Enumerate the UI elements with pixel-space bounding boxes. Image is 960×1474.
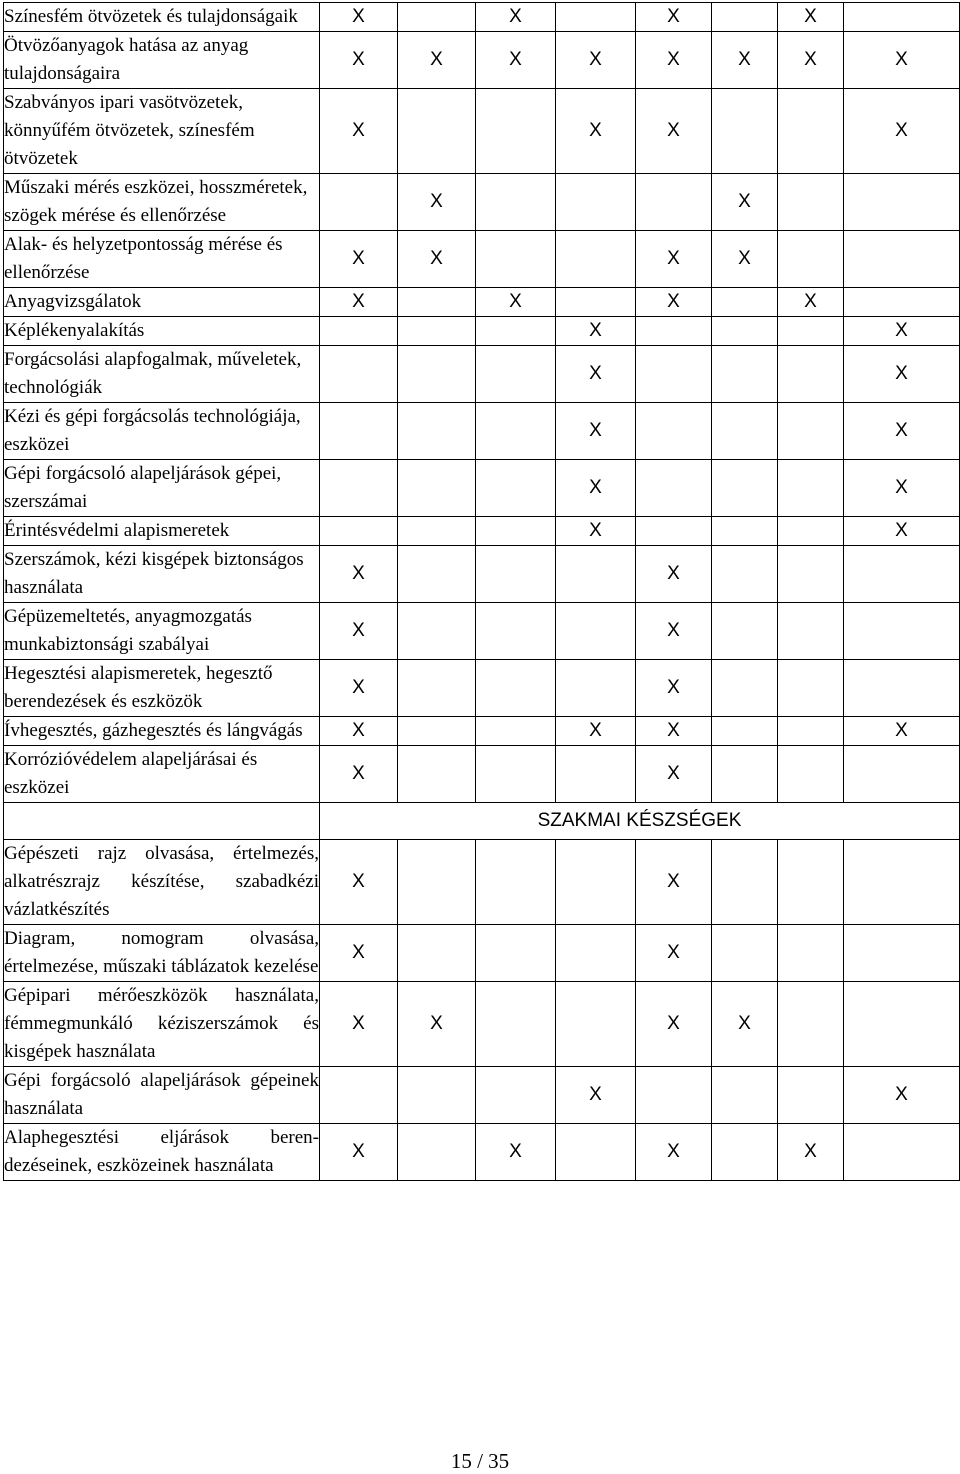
mark-cell: X — [556, 346, 636, 403]
mark-cell — [778, 603, 844, 660]
mark-cell — [712, 717, 778, 746]
mark-cell: X — [320, 546, 398, 603]
mark-cell: X — [320, 982, 398, 1067]
mark-cell: X — [636, 546, 712, 603]
mark-cell — [778, 982, 844, 1067]
mark-cell: X — [844, 346, 960, 403]
mark-cell — [778, 403, 844, 460]
mark-cell: X — [476, 1124, 556, 1181]
mark-cell — [844, 982, 960, 1067]
mark-cell: X — [320, 603, 398, 660]
mark-cell — [844, 603, 960, 660]
mark-cell — [712, 403, 778, 460]
topic-label: Hegesztési alapismeretek, hegesztő berendezések és eszközök — [4, 660, 320, 717]
mark-cell — [398, 403, 476, 460]
mark-cell — [320, 1067, 398, 1124]
table-row — [4, 317, 960, 346]
topic-label: Kézi és gépi forgácsolás technológiája, eszközei — [4, 403, 320, 460]
mark-cell — [844, 546, 960, 603]
table-row — [4, 603, 960, 660]
mark-cell — [778, 517, 844, 546]
mark-cell: X — [636, 660, 712, 717]
mark-cell — [398, 746, 476, 803]
mark-cell — [778, 546, 844, 603]
mark-cell: X — [636, 3, 712, 32]
mark-cell — [398, 660, 476, 717]
table-row — [4, 346, 960, 403]
mark-cell — [712, 517, 778, 546]
topic-label: Gépészeti rajz olvasása, értelmezés, alkatrészrajz készítése, szabadkézi vázlatkészítés — [4, 840, 320, 925]
mark-cell: X — [556, 460, 636, 517]
mark-cell — [712, 1124, 778, 1181]
mark-cell — [320, 403, 398, 460]
mark-cell: X — [712, 982, 778, 1067]
mark-cell: X — [556, 517, 636, 546]
mark-cell: X — [320, 840, 398, 925]
mark-cell: X — [398, 174, 476, 231]
table-row — [4, 840, 960, 925]
topic-label: Gépi forgácsoló alapeljárások gépei, szerszámai — [4, 460, 320, 517]
topic-label: Diagram, nomogram olvasása, értelmezése, műszaki táblázatok kezelése — [4, 925, 320, 982]
mark-cell: X — [398, 231, 476, 288]
mark-cell — [778, 231, 844, 288]
section-heading-row — [4, 803, 960, 840]
table-row — [4, 288, 960, 317]
table-row — [4, 403, 960, 460]
mark-cell: X — [320, 717, 398, 746]
mark-cell: X — [712, 231, 778, 288]
mark-cell: X — [398, 32, 476, 89]
topic-label: Korrózióvédelem alapeljárásai és eszközei — [4, 746, 320, 803]
mark-cell — [556, 603, 636, 660]
mark-cell — [556, 925, 636, 982]
mark-cell — [398, 717, 476, 746]
mark-cell — [398, 1124, 476, 1181]
mark-cell — [476, 346, 556, 403]
mark-cell: X — [320, 32, 398, 89]
table-row — [4, 174, 960, 231]
mark-cell — [398, 1067, 476, 1124]
mark-cell — [398, 3, 476, 32]
mark-cell: X — [778, 288, 844, 317]
mark-cell: X — [636, 982, 712, 1067]
mark-cell: X — [778, 1124, 844, 1181]
mark-cell — [398, 925, 476, 982]
mark-cell: X — [778, 3, 844, 32]
table-row — [4, 982, 960, 1067]
mark-cell — [398, 317, 476, 346]
mark-cell — [476, 174, 556, 231]
mark-cell: X — [556, 717, 636, 746]
mark-cell — [398, 840, 476, 925]
mark-cell — [556, 1124, 636, 1181]
mark-cell — [778, 317, 844, 346]
mark-cell — [476, 89, 556, 174]
mark-cell — [712, 925, 778, 982]
mark-cell — [712, 317, 778, 346]
mark-cell: X — [712, 32, 778, 89]
mark-cell: X — [844, 89, 960, 174]
mark-cell — [636, 1067, 712, 1124]
page-number: 15 / 35 — [450, 1449, 510, 1473]
empty-cell — [4, 803, 320, 840]
mark-cell: X — [476, 288, 556, 317]
table-row — [4, 717, 960, 746]
mark-cell — [844, 925, 960, 982]
mark-cell — [476, 460, 556, 517]
table-row — [4, 546, 960, 603]
mark-cell — [636, 460, 712, 517]
mark-cell — [636, 517, 712, 546]
mark-cell — [778, 89, 844, 174]
mark-cell: X — [320, 3, 398, 32]
table-row — [4, 32, 960, 89]
topic-label: Alaphegesztési eljárások berendezéseinek, eszközeinek használata — [4, 1124, 320, 1181]
mark-cell: X — [844, 403, 960, 460]
mark-cell — [476, 746, 556, 803]
mark-cell: X — [320, 89, 398, 174]
mark-cell: X — [320, 925, 398, 982]
topic-label: Szabványos ipari vasötvözetek, könnyűfém ötvözetek, színesfém ötvözetek — [4, 89, 320, 174]
table-row — [4, 925, 960, 982]
topic-label: Képlékenyalakítás — [4, 317, 320, 346]
mark-cell — [556, 660, 636, 717]
mark-cell: X — [636, 288, 712, 317]
mark-cell: X — [712, 174, 778, 231]
mark-cell: X — [844, 32, 960, 89]
matrix-body — [4, 3, 960, 1181]
mark-cell — [712, 660, 778, 717]
mark-cell: X — [636, 840, 712, 925]
table-row — [4, 1124, 960, 1181]
table-row — [4, 660, 960, 717]
mark-cell — [556, 3, 636, 32]
mark-cell — [556, 840, 636, 925]
mark-cell — [778, 660, 844, 717]
mark-cell — [476, 231, 556, 288]
mark-cell — [778, 1067, 844, 1124]
mark-cell — [712, 746, 778, 803]
mark-cell — [556, 288, 636, 317]
topic-label: Érintésvédelmi alapismeretek — [4, 517, 320, 546]
mark-cell: X — [636, 1124, 712, 1181]
mark-cell: X — [476, 3, 556, 32]
mark-cell — [844, 746, 960, 803]
mark-cell: X — [320, 288, 398, 317]
mark-cell: X — [636, 717, 712, 746]
mark-cell: X — [556, 1067, 636, 1124]
mark-cell — [476, 717, 556, 746]
mark-cell — [398, 89, 476, 174]
mark-cell — [476, 403, 556, 460]
topic-label: Gépi forgácsoló alapeljárások gépeinek használata — [4, 1067, 320, 1124]
mark-cell — [712, 603, 778, 660]
mark-cell — [556, 982, 636, 1067]
mark-cell: X — [636, 925, 712, 982]
mark-cell — [398, 517, 476, 546]
mark-cell — [778, 346, 844, 403]
mark-cell: X — [636, 603, 712, 660]
mark-cell — [556, 231, 636, 288]
mark-cell — [712, 346, 778, 403]
mark-cell — [476, 1067, 556, 1124]
table-row — [4, 1067, 960, 1124]
topic-label: Színesfém ötvözetek és tulajdonságaik — [4, 3, 320, 32]
mark-cell — [712, 89, 778, 174]
mark-cell — [844, 174, 960, 231]
mark-cell: X — [844, 717, 960, 746]
topic-label: Alak- és helyzetpontosság mérése és ellenőrzése — [4, 231, 320, 288]
mark-cell — [844, 1124, 960, 1181]
mark-cell — [778, 746, 844, 803]
mark-cell: X — [476, 32, 556, 89]
mark-cell: X — [636, 231, 712, 288]
mark-cell — [844, 660, 960, 717]
mark-cell — [556, 174, 636, 231]
mark-cell: X — [398, 982, 476, 1067]
mark-cell — [320, 317, 398, 346]
mark-cell — [476, 603, 556, 660]
mark-cell — [398, 288, 476, 317]
mark-cell: X — [556, 89, 636, 174]
topic-label: Műszaki mérés eszközei, hosszméretek, szögek mérése és ellenőrzése — [4, 174, 320, 231]
mark-cell: X — [844, 1067, 960, 1124]
mark-cell: X — [556, 317, 636, 346]
mark-cell — [778, 925, 844, 982]
mark-cell — [398, 603, 476, 660]
mark-cell — [636, 403, 712, 460]
mark-cell — [320, 517, 398, 546]
mark-cell: X — [556, 403, 636, 460]
mark-cell — [778, 717, 844, 746]
mark-cell — [712, 288, 778, 317]
mark-cell — [844, 840, 960, 925]
mark-cell — [556, 746, 636, 803]
mark-cell: X — [844, 517, 960, 546]
mark-cell: X — [636, 32, 712, 89]
section-heading: SZAKMAI KÉSZSÉGEK — [320, 803, 960, 840]
mark-cell: X — [844, 460, 960, 517]
table-row — [4, 517, 960, 546]
mark-cell — [476, 546, 556, 603]
mark-cell: X — [320, 231, 398, 288]
mark-cell — [712, 460, 778, 517]
competency-matrix-table — [3, 2, 960, 1181]
mark-cell — [476, 660, 556, 717]
mark-cell — [636, 346, 712, 403]
mark-cell — [476, 982, 556, 1067]
mark-cell — [778, 460, 844, 517]
mark-cell: X — [320, 1124, 398, 1181]
mark-cell — [476, 840, 556, 925]
table-row — [4, 89, 960, 174]
mark-cell — [398, 546, 476, 603]
mark-cell — [778, 840, 844, 925]
topic-label: Ívhegesztés, gázhegesztés és lángvágás — [4, 717, 320, 746]
mark-cell — [712, 1067, 778, 1124]
table-row — [4, 746, 960, 803]
mark-cell — [320, 174, 398, 231]
mark-cell: X — [320, 746, 398, 803]
mark-cell — [636, 174, 712, 231]
mark-cell — [712, 546, 778, 603]
mark-cell: X — [636, 746, 712, 803]
mark-cell: X — [778, 32, 844, 89]
mark-cell — [476, 517, 556, 546]
table-row — [4, 231, 960, 288]
mark-cell — [778, 174, 844, 231]
mark-cell — [844, 3, 960, 32]
table-row — [4, 3, 960, 32]
mark-cell — [320, 346, 398, 403]
topic-label: Gépipari mérőeszközök használata, fémmegmunkáló kéziszerszámok és kisgépek használata — [4, 982, 320, 1067]
mark-cell — [844, 231, 960, 288]
mark-cell: X — [844, 317, 960, 346]
mark-cell — [398, 346, 476, 403]
table-row — [4, 460, 960, 517]
mark-cell — [476, 925, 556, 982]
topic-label: Forgácsolási alapfogalmak, műveletek, technológiák — [4, 346, 320, 403]
topic-label: Anyagvizsgálatok — [4, 288, 320, 317]
mark-cell: X — [320, 660, 398, 717]
topic-label: Gépüzemeltetés, anyagmozgatás munkabiztonsági szabályai — [4, 603, 320, 660]
mark-cell — [476, 317, 556, 346]
mark-cell — [712, 3, 778, 32]
mark-cell — [844, 288, 960, 317]
mark-cell — [398, 460, 476, 517]
mark-cell — [320, 460, 398, 517]
mark-cell — [712, 840, 778, 925]
mark-cell: X — [556, 32, 636, 89]
mark-cell — [556, 546, 636, 603]
topic-label: Ötvözőanyagok hatása az anyag tulajdonságaira — [4, 32, 320, 89]
topic-label: Szerszámok, kézi kisgépek biztonságos használata — [4, 546, 320, 603]
mark-cell: X — [636, 89, 712, 174]
mark-cell — [636, 317, 712, 346]
